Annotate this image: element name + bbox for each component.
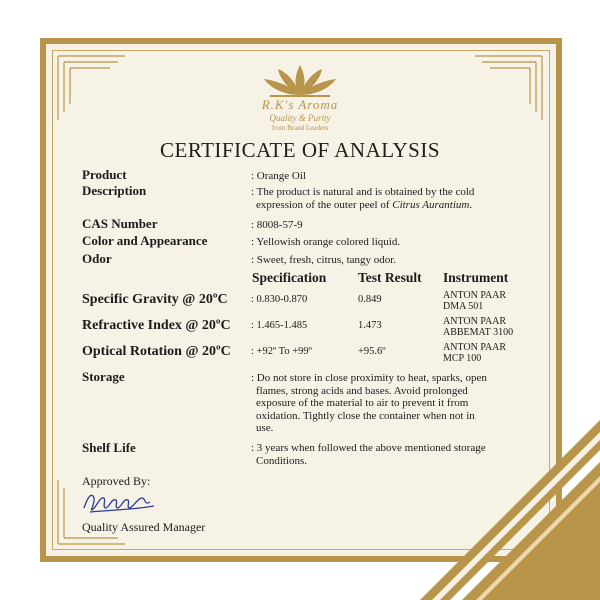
spec-row-result: +95.6º bbox=[358, 346, 386, 357]
description-label: Description bbox=[82, 183, 147, 198]
spec-row-instrument bbox=[443, 290, 506, 312]
spec-row-spec: : +92º To +99º bbox=[251, 346, 312, 357]
header-specification: Specification bbox=[252, 270, 327, 285]
spec-row-spec: : 0.830-0.870 bbox=[251, 294, 308, 305]
spec-row-result: 0.849 bbox=[358, 294, 382, 305]
header-instrument: Instrument bbox=[443, 270, 509, 285]
header-test-result: Test Result bbox=[358, 270, 422, 285]
shelf-life-line: : 3 years when followed the above mentioned storage bbox=[251, 442, 486, 454]
spec-row-instrument bbox=[443, 316, 513, 338]
storage-line: flames, strong acids and bases. Avoid prolonged bbox=[256, 384, 468, 397]
spec-row-label: Optical Rotation @ 20ºC bbox=[82, 344, 231, 359]
cas-label: CAS Number bbox=[82, 216, 158, 231]
product-label: Product bbox=[82, 167, 127, 182]
description-end: . bbox=[469, 198, 473, 211]
cas-value: : 8008-57-9 bbox=[251, 219, 303, 231]
description-value bbox=[251, 186, 541, 211]
product-value: : Orange Oil bbox=[251, 170, 306, 182]
storage-value bbox=[251, 372, 531, 435]
spec-row-result: 1.473 bbox=[358, 320, 382, 331]
description-line-2: expression of the outer peel of bbox=[256, 198, 390, 211]
instrument-line-1: ANTON PAAR bbox=[443, 342, 507, 353]
shelf-life-line: Conditions. bbox=[256, 454, 308, 467]
instrument-line-2: DMA 501 bbox=[443, 301, 484, 312]
spec-row-instrument bbox=[443, 342, 506, 364]
signature-icon bbox=[80, 486, 160, 516]
description-line-1: : The product is natural and is obtained by the cold bbox=[251, 186, 475, 198]
signatory-title: Quality Assured Manager bbox=[82, 520, 206, 534]
storage-line: oxidation. Tightly close the container when not in bbox=[256, 409, 475, 422]
instrument-line-1: ANTON PAAR bbox=[443, 316, 507, 327]
shelf-life-value bbox=[251, 442, 541, 467]
storage-line: use. bbox=[256, 422, 274, 434]
shelf-life-label: Shelf Life bbox=[82, 440, 136, 455]
storage-line: exposure of the material to air to prevent it from bbox=[256, 397, 469, 409]
spec-row-label: Refractive Index @ 20ºC bbox=[82, 318, 231, 333]
lotus-logo-icon bbox=[230, 55, 370, 135]
instrument-line-2: ABBEMAT 3100 bbox=[443, 327, 514, 338]
color-label: Color and Appearance bbox=[82, 233, 208, 248]
brand-subline: from Brand Leaders bbox=[271, 124, 329, 132]
instrument-line-2: MCP 100 bbox=[443, 353, 482, 364]
storage-line: : Do not store in close proximity to heat, sparks, open bbox=[251, 372, 487, 384]
odor-label: Odor bbox=[82, 251, 112, 266]
brand-name: R.K's Aroma bbox=[261, 97, 339, 112]
instrument-line-1: ANTON PAAR bbox=[443, 290, 507, 301]
brand-tagline: Quality & Purity bbox=[269, 113, 331, 123]
spec-row-label: Specific Gravity @ 20ºC bbox=[82, 292, 228, 307]
odor-value: : Sweet, fresh, citrus, tangy odor. bbox=[251, 254, 397, 266]
description-species: Citrus Aurantium bbox=[392, 198, 470, 211]
document-title: CERTIFICATE OF ANALYSIS bbox=[160, 138, 440, 162]
storage-label: Storage bbox=[82, 369, 125, 384]
approved-by-label: Approved By: bbox=[82, 474, 151, 488]
spec-row-spec: : 1.465-1.485 bbox=[251, 320, 308, 331]
color-value: : Yellowish orange colored liquid. bbox=[251, 236, 401, 248]
